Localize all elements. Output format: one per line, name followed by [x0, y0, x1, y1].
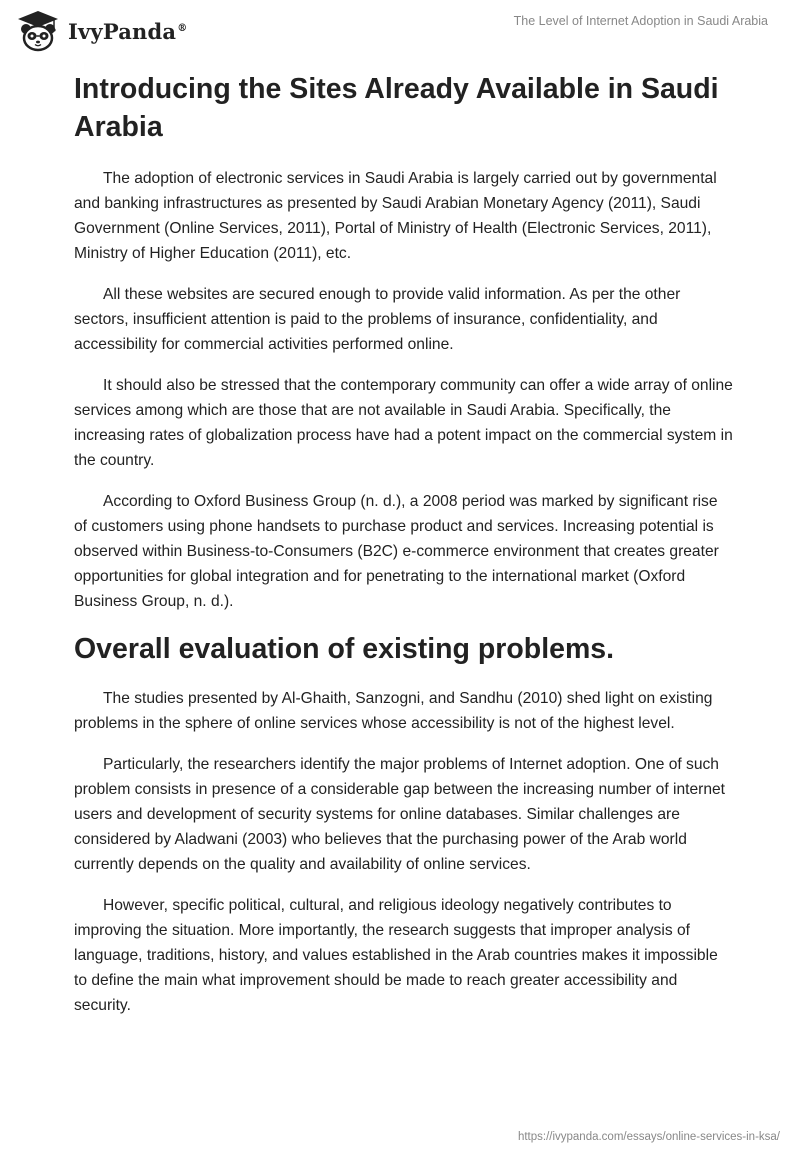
page-header — [0, 0, 800, 60]
panda-graduate-icon — [14, 9, 62, 53]
essay-body — [74, 70, 734, 1034]
brand-logo[interactable] — [14, 9, 187, 53]
section-heading-problems: Overall evaluation of existing problems. — [74, 633, 615, 665]
paragraph: The studies presented by Al-Ghaith, Sanzogni, and Sandhu (2010) shed light on existing problems in the sphere of online services whose accessibility is not of the highest level. — [74, 690, 713, 732]
registered-mark: ® — [177, 22, 188, 34]
brand-name: IvyPanda® — [68, 18, 188, 44]
section-heading-sites: Introducing the Sites Already Available in Saudi Arabia — [74, 73, 719, 143]
paragraph: All these websites are secured enough to provide valid information. As per the other sectors, insufficient attention is paid to the problems of insurance, confidentiality, and accessibility for commercial activities performed online. — [74, 286, 681, 353]
paragraph: Particularly, the researchers identify the major problems of Internet adoption. One of such problem consists in presence of a considerable gap between the increasing number of internet users and development of security systems for online databases. Similar challenges are considered by Aladwani (2003) who believes that the purchasing power of the Arab world currently depends on the quality and availability of online services. — [74, 756, 725, 873]
source-url[interactable]: https://ivypanda.com/essays/online-services-in-ksa/ — [517, 1131, 780, 1143]
paragraph: The adoption of electronic services in Saudi Arabia is largely carried out by governmental and banking infrastructures as presented by Saudi Arabian Monetary Agency (2011), Saudi Government (Online Services, 2011), Portal of Ministry of Health (Electronic Services, 2011), Ministry of Higher Education (2011), etc. — [74, 170, 717, 262]
paragraph: It should also be stressed that the contemporary community can offer a wide array of online services among which are those that are not available in Saudi Arabia. Specifically, the increasing rates of globalization process have had a potent impact on the commercial system in the country. — [74, 377, 733, 469]
paragraph: According to Oxford Business Group (n. d.), a 2008 period was marked by significant rise of customers using phone handsets to purchase product and services. Increasing potential is observed within Business-to-Consumers (B2C) e-commerce environment that creates greater opportunities for global integration and for penetrating to the international market (Oxford Business Group, n. d.). — [74, 493, 719, 610]
document-title: The Level of Internet Adoption in Saudi Arabia — [513, 14, 768, 28]
paragraph: However, specific political, cultural, and religious ideology negatively contributes to improving the situation. More importantly, the research suggests that improper analysis of language, traditions, history, and values established in the Arab countries makes it impossible to define the main what improvement should be made to reach greater accessibility and security. — [74, 897, 718, 1014]
